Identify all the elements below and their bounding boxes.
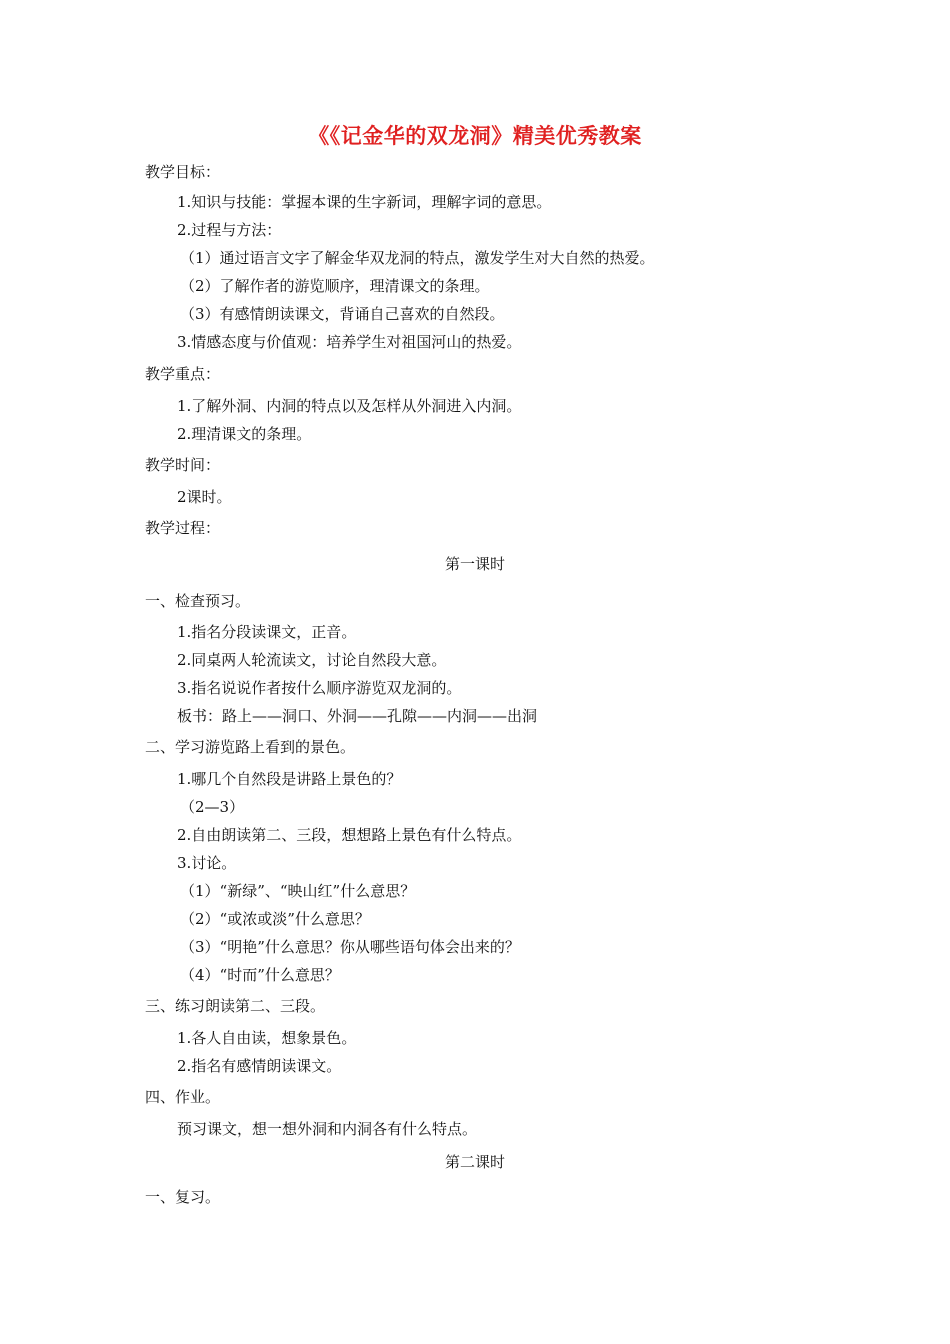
- homework-text: 预习课文，想一想外洞和内洞各有什么特点。: [177, 1120, 478, 1138]
- section-2-heading: 二、学习游览路上看到的景色。: [145, 738, 356, 756]
- review-heading: 一、复习。: [145, 1188, 221, 1206]
- section-1-item-3: 3.指名说说作者按什么顺序游览双龙洞的。: [177, 679, 462, 697]
- document-title: 《《记金华的双龙洞》精美优秀教案: [308, 124, 642, 148]
- goal-subitem-1: （1）通过语言文字了解金华双龙洞的特点，激发学生对大自然的热爱。: [180, 249, 655, 267]
- section-1-item-2: 2.同桌两人轮流读文，讨论自然段大意。: [177, 651, 447, 669]
- discussion-question-2: （2）“或浓或淡”什么意思？: [180, 910, 370, 928]
- section-2-item-2: 2.自由朗读第二、三段，想想路上景色有什么特点。: [177, 826, 522, 844]
- session-1-heading: 第一课时: [444, 555, 505, 573]
- goal-item-2: 2.过程与方法：: [177, 221, 282, 239]
- teaching-time-value: 2课时。: [177, 488, 232, 506]
- discussion-question-3: （3）“明艳”什么意思？你从哪些语句体会出来的？: [180, 938, 520, 956]
- section-4-heading: 四、作业。: [145, 1088, 221, 1106]
- heading-teaching-process: 教学过程：: [145, 519, 221, 537]
- goal-subitem-3: （3）有感情朗读课文，背诵自己喜欢的自然段。: [180, 305, 505, 323]
- blackboard-note: 板书：路上——洞口、外洞——孔隙——内洞——出洞: [177, 707, 538, 725]
- discussion-question-1: （1）“新绿”、“映山红”什么意思？: [180, 882, 416, 900]
- heading-teaching-time: 教学时间：: [145, 456, 221, 474]
- section-2-item-1: 1.哪几个自然段是讲路上景色的？: [177, 770, 402, 788]
- discussion-question-4: （4）“时而”什么意思？: [180, 966, 340, 984]
- key-point-2: 2.理清课文的条理。: [177, 425, 312, 443]
- section-1-heading: 一、检查预习。: [145, 592, 251, 610]
- section-2-item-1-answer: （2—3）: [180, 798, 245, 816]
- section-2-item-3: 3.讨论。: [177, 854, 237, 872]
- section-1-item-1: 1.指名分段读课文，正音。: [177, 623, 357, 641]
- section-3-item-1: 1.各人自由读，想象景色。: [177, 1029, 357, 1047]
- heading-teaching-goals: 教学目标：: [145, 163, 221, 181]
- goal-item-1: 1.知识与技能：掌握本课的生字新词，理解字词的意思。: [177, 193, 552, 211]
- session-2-heading: 第二课时: [444, 1153, 505, 1171]
- section-3-item-2: 2.指名有感情朗读课文。: [177, 1057, 342, 1075]
- goal-item-3: 3.情感态度与价值观：培养学生对祖国河山的热爱。: [177, 333, 522, 351]
- key-point-1: 1.了解外洞、内洞的特点以及怎样从外洞进入内洞。: [177, 397, 522, 415]
- section-3-heading: 三、练习朗读第二、三段。: [145, 997, 326, 1015]
- goal-subitem-2: （2）了解作者的游览顺序，理清课文的条理。: [180, 277, 490, 295]
- heading-key-points: 教学重点：: [145, 365, 221, 383]
